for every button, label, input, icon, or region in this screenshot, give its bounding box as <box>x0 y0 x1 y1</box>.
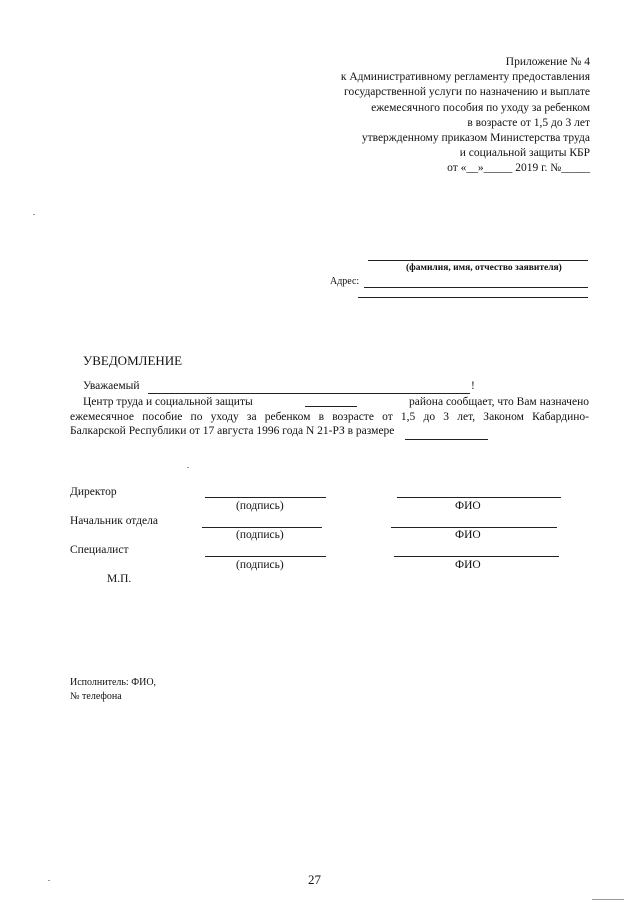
recipient-name-line <box>368 260 588 261</box>
paragraph-line-1-end: района сообщает, что Вам назначено <box>409 396 589 408</box>
scan-speck <box>48 880 50 881</box>
paragraph-line-1 <box>83 395 589 410</box>
appendix-line: утвержденному приказом Министерства труда <box>361 132 590 145</box>
appendix-line: к Административному регламенту предоставления <box>340 71 590 84</box>
address-line-1 <box>364 287 588 288</box>
name-caption: ФИО <box>455 500 481 512</box>
scan-speck <box>592 899 624 900</box>
signature-line <box>202 527 322 528</box>
appendix-line: от «__»_____ 2019 г. №_____ <box>447 162 590 175</box>
paragraph-blank <box>305 395 357 407</box>
signature-caption: (подпись) <box>236 529 284 541</box>
paragraph-line-1-start: Центр труда и социальной защиты <box>83 396 253 408</box>
executor-phone: № телефона <box>70 691 122 702</box>
name-line <box>397 497 561 498</box>
appendix-line: ежемесячного пособия по уходу за ребенком <box>371 101 590 114</box>
signature-caption: (подпись) <box>236 559 284 571</box>
name-line <box>391 527 557 528</box>
stamp-place: М.П. <box>107 573 132 585</box>
amount-line <box>405 439 488 440</box>
scan-speck <box>187 467 189 468</box>
name-line <box>394 556 559 557</box>
appendix-line: и социальной защиты КБР <box>459 147 590 160</box>
appendix-line: Приложение № 4 <box>505 56 590 68</box>
appendix-line: государственной услуги по назначению и выплате <box>344 86 590 99</box>
executor-name: Исполнитель: ФИО, <box>70 677 157 688</box>
salutation-end: ! <box>471 380 475 392</box>
notice-title: УВЕДОМЛЕНИЕ <box>83 353 183 368</box>
salutation-name-line <box>148 393 470 394</box>
name-caption: ФИО <box>455 559 481 571</box>
salutation-label: Уважаемый <box>83 380 140 392</box>
signature-line <box>205 497 326 498</box>
scan-speck <box>33 214 35 215</box>
paragraph-line-3: Балкарской Республики от 17 августа 1996 года N 21-РЗ в размере <box>70 425 395 437</box>
signature-role: Специалист <box>70 544 129 556</box>
paragraph-line-2: ежемесячное пособие по уходу за ребенком в возрасте от 1,5 до 3 лет, Законом Кабардино- <box>70 411 589 423</box>
executor-info <box>70 676 156 704</box>
appendix-line: в возрасте от 1,5 до 3 лет <box>467 116 590 129</box>
signature-line <box>205 556 326 557</box>
name-caption: ФИО <box>455 529 481 541</box>
address-label: Адрес: <box>330 276 360 287</box>
page-number: 27 <box>308 872 321 887</box>
signature-caption: (подпись) <box>236 500 284 512</box>
signature-role: Директор <box>70 486 117 498</box>
signature-role: Начальник отдела <box>70 515 158 527</box>
appendix-header <box>341 55 590 177</box>
recipient-name-caption: (фамилия, имя, отчество заявителя) <box>406 263 562 273</box>
address-line-2 <box>358 297 588 298</box>
